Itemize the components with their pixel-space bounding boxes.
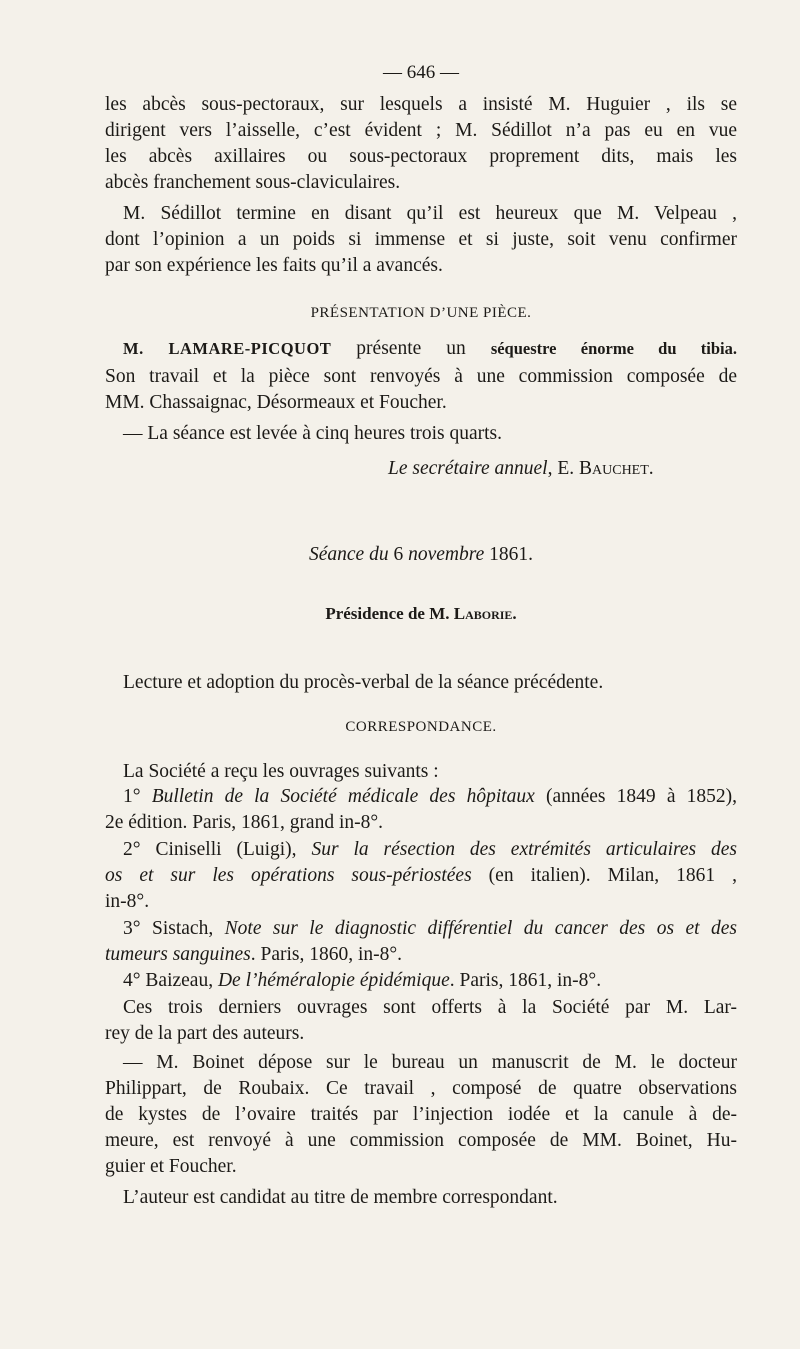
item3-line2 bbox=[105, 942, 737, 968]
correspondance-intro: La Société a reçu les ouvrages suivants : bbox=[123, 761, 439, 782]
signature-suffix: . bbox=[648, 458, 654, 479]
item1-line1 bbox=[105, 784, 737, 810]
boinet-line2: Philippart, de Roubaix. Ce travail , composé de quatre observations bbox=[105, 1078, 737, 1099]
item3-prefix: 3° Sistach, bbox=[123, 918, 225, 939]
boinet-line3: de kystes de l’ovaire traités par l’injection iodée et la canule à de- bbox=[105, 1104, 737, 1125]
paragraph1-line3: les abcès axillaires ou sous-pectoraux proprement dits, mais les bbox=[105, 146, 737, 167]
item2-prefix: 2° Ciniselli (Luigi), bbox=[123, 839, 312, 860]
seance-suffix: . bbox=[528, 544, 533, 565]
offered-line1: Ces trois derniers ouvrages sont offerts à la Société par M. Lar- bbox=[123, 997, 737, 1018]
offered-line2: rey de la part des auteurs. bbox=[105, 1023, 305, 1044]
item4-prefix: 4° Baizeau, bbox=[123, 970, 218, 991]
seance-day: 6 bbox=[393, 544, 404, 565]
item3-title-part2: tumeurs sanguines bbox=[105, 944, 251, 965]
item2-line3: in-8°. bbox=[105, 891, 150, 912]
seance-month: novembre bbox=[403, 544, 490, 565]
seance-prefix: Séance du bbox=[308, 544, 394, 565]
closing-line: — La séance est levée à cinq heures trois quarts. bbox=[123, 423, 503, 444]
item4-rest: . Paris, 1861, in-8°. bbox=[449, 970, 602, 991]
signature-role: Le secrétaire annuel bbox=[388, 458, 548, 479]
item1-line2: 2e édition. Paris, 1861, grand in-8°. bbox=[105, 812, 384, 833]
paragraph2-line3: par son expérience les faits qu’il a avancés. bbox=[105, 255, 443, 276]
presidence bbox=[105, 601, 737, 627]
item2-title-part2: os et sur les opérations sous-périostées bbox=[105, 865, 472, 886]
boinet-line5: guier et Foucher. bbox=[105, 1156, 237, 1177]
paragraph2-line2: dont l’opinion a un poids si immense et si juste, soit venu confirmer bbox=[105, 229, 737, 250]
item2-title-part1: Sur la résection des extrémités articulaires des bbox=[311, 839, 737, 860]
seance-year: 1861 bbox=[489, 544, 529, 565]
item4-title: De l’héméralopie épidémique bbox=[217, 970, 450, 991]
heading-correspondance: CORRESPONDANCE. bbox=[345, 719, 497, 735]
item2-rest: (en italien). Milan, 1861 , bbox=[471, 865, 738, 886]
item1-title: Bulletin de la Société médicale des hôpitaux bbox=[151, 786, 535, 807]
item3-rest: . Paris, 1860, in-8°. bbox=[250, 944, 403, 965]
presentation-object: séquestre énorme du tibia. bbox=[490, 339, 737, 358]
presidence-name: M. Laborie bbox=[429, 604, 513, 623]
item3-title-part1: Note sur le diagnostic différentiel du cancer des os et des bbox=[224, 918, 737, 939]
paragraph1-line1: les abcès sous-pectoraux, sur lesquels a insisté M. Huguier , ils se bbox=[105, 94, 737, 115]
presidence-prefix: Présidence de bbox=[325, 604, 430, 623]
item1-num: 1° bbox=[123, 786, 152, 807]
heading-presentation: PRÉSENTATION D’UNE PIÈCE. bbox=[310, 305, 532, 321]
presentation-verb: présente un bbox=[331, 338, 491, 359]
boinet-line4: meure, est renvoyé à une commission composée de MM. Boinet, Hu- bbox=[105, 1130, 737, 1151]
signature bbox=[388, 456, 728, 482]
page-number: — 646 — bbox=[383, 62, 459, 83]
presentation-line3: MM. Chassaignac, Désormeaux et Foucher. bbox=[105, 392, 447, 413]
lecture-line: Lecture et adoption du procès-verbal de la séance précédente. bbox=[123, 672, 604, 693]
candidate-line: L’auteur est candidat au titre de membre correspondant. bbox=[123, 1187, 558, 1208]
paragraph2-line1: M. Sédillot termine en disant qu’il est heureux que M. Velpeau , bbox=[123, 203, 737, 224]
presentation-author: M. LAMARE-PICQUOT bbox=[123, 339, 332, 358]
presidence-suffix: . bbox=[512, 604, 517, 623]
presentation-line2: Son travail et la pièce sont renvoyés à une commission composée de bbox=[105, 366, 737, 387]
item2-line2 bbox=[105, 863, 737, 889]
paragraph1-line2: dirigent vers l’aisselle, c’est évident ; M. Sédillot n’a pas eu en vue bbox=[105, 120, 737, 141]
presentation-line1 bbox=[105, 336, 737, 362]
seance-title bbox=[105, 542, 737, 568]
signature-name-prefix: , E. bbox=[547, 458, 579, 479]
item2-line1 bbox=[105, 837, 737, 863]
signature-name: Bauchet bbox=[579, 458, 649, 479]
boinet-line1: — M. Boinet dépose sur le bureau un manuscrit de M. le docteur bbox=[123, 1052, 737, 1073]
item1-rest: (années 1849 à 1852), bbox=[534, 786, 737, 807]
paragraph1-line4: abcès franchement sous-claviculaires. bbox=[105, 172, 401, 193]
item4-line bbox=[105, 968, 737, 994]
item3-line1 bbox=[105, 916, 737, 942]
